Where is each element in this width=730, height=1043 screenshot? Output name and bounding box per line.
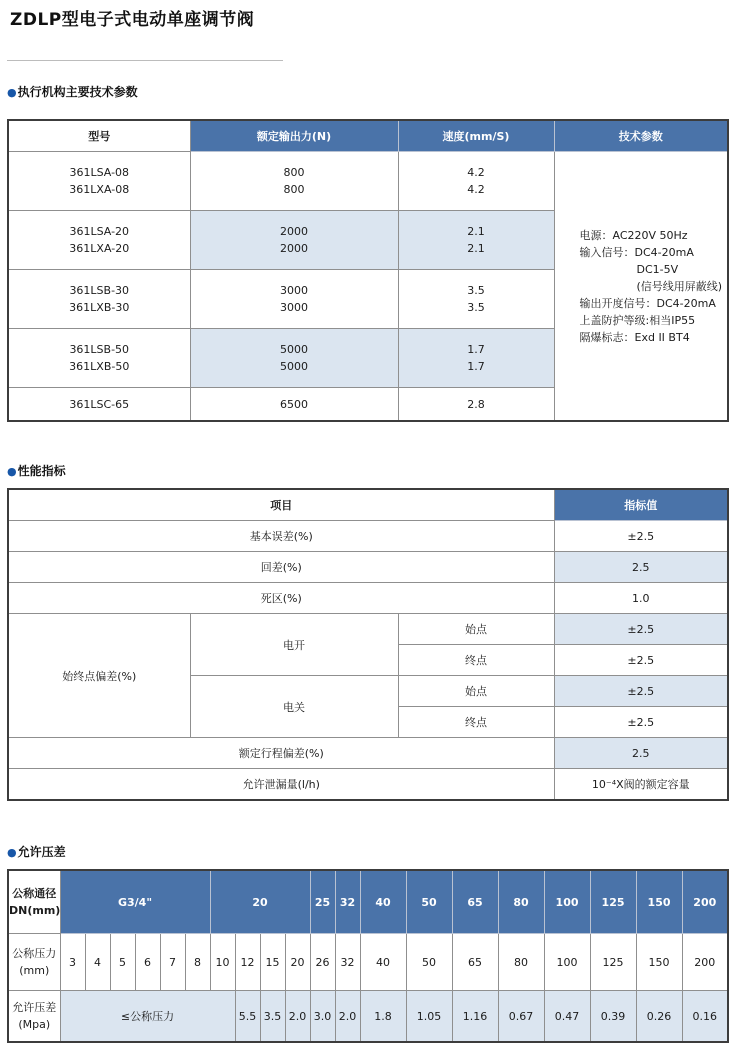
pn-cell: 50 bbox=[406, 934, 452, 991]
pn-cell: 10 bbox=[210, 934, 235, 991]
dp-cell: 3.5 bbox=[260, 991, 285, 1043]
section-pressure bbox=[7, 845, 727, 860]
speed-cell: 2.1 2.1 bbox=[398, 211, 554, 270]
model-cell: 361LSA-08 361LXA-08 bbox=[8, 152, 190, 211]
dp-cell: 1.16 bbox=[452, 991, 498, 1043]
deviation-label: 始终点偏差(%) bbox=[8, 614, 190, 738]
tech-line-input-signal-2: DC1-5V bbox=[636, 262, 679, 276]
bullet-icon: ● bbox=[7, 846, 17, 859]
table-row bbox=[8, 521, 728, 552]
item-label: 回差(%) bbox=[8, 552, 554, 583]
model-cell: 361LSC-65 bbox=[8, 388, 190, 422]
speed-cell: 2.8 bbox=[398, 388, 554, 422]
pn-cell: 100 bbox=[544, 934, 590, 991]
dp-span-cell: ≤公称压力 bbox=[60, 991, 235, 1043]
dp-cell: 5.5 bbox=[235, 991, 260, 1043]
dn-group-header: 20 bbox=[210, 870, 310, 934]
column-header-model: 型号 bbox=[8, 120, 190, 152]
speed-cell: 1.7 1.7 bbox=[398, 329, 554, 388]
deviation-value: ±2.5 bbox=[554, 707, 728, 738]
table-row bbox=[8, 152, 728, 211]
dn-header: 80 bbox=[498, 870, 544, 934]
dn-header: 50 bbox=[406, 870, 452, 934]
item-value: 1.0 bbox=[554, 583, 728, 614]
pn-row-label: 公称压力 (mm) bbox=[8, 934, 60, 991]
dp-cell: 1.8 bbox=[360, 991, 406, 1043]
dp-cell: 2.0 bbox=[285, 991, 310, 1043]
tech-line-power: 电源：AC220V 50Hz bbox=[579, 228, 688, 242]
section-actuator bbox=[7, 85, 727, 100]
pn-cell: 3 bbox=[60, 934, 85, 991]
column-header-tech: 技术参数 bbox=[554, 120, 728, 152]
deviation-open-label: 电开 bbox=[190, 614, 398, 676]
dn-header: 32 bbox=[335, 870, 360, 934]
table-row bbox=[8, 769, 728, 801]
page-title: ZDLP型电子式电动单座调节阀 bbox=[10, 10, 255, 30]
column-header-item: 项目 bbox=[8, 489, 554, 521]
speed-cell: 4.2 4.2 bbox=[398, 152, 554, 211]
dn-header: 150 bbox=[636, 870, 682, 934]
dp-cell: 0.39 bbox=[590, 991, 636, 1043]
force-cell: 800 800 bbox=[190, 152, 398, 211]
column-header-speed: 速度(mm/S) bbox=[398, 120, 554, 152]
dn-header: 125 bbox=[590, 870, 636, 934]
deviation-value: ±2.5 bbox=[554, 676, 728, 707]
item-label: 基本误差(%) bbox=[8, 521, 554, 552]
performance-table bbox=[7, 488, 729, 801]
pn-cell: 32 bbox=[335, 934, 360, 991]
table-row bbox=[8, 934, 728, 991]
deviation-close-label: 电关 bbox=[190, 676, 398, 738]
item-label: 死区(%) bbox=[8, 583, 554, 614]
dn-header: 65 bbox=[452, 870, 498, 934]
tech-params-lines bbox=[555, 227, 728, 346]
section-performance-label: 性能指标 bbox=[17, 464, 66, 478]
tech-line-explosion-proof: 隔爆标志：Exd II BT4 bbox=[579, 330, 690, 344]
pn-cell: 65 bbox=[452, 934, 498, 991]
dn-header: 100 bbox=[544, 870, 590, 934]
tech-line-shielded-note: (信号线用屏蔽线) bbox=[636, 279, 723, 293]
tech-line-protection: 上盖防护等级:相当IP55 bbox=[579, 313, 696, 327]
section-pressure-label: 允许压差 bbox=[17, 845, 66, 859]
column-header-force: 额定输出力(N) bbox=[190, 120, 398, 152]
item-value: 2.5 bbox=[554, 738, 728, 769]
tech-params-cell bbox=[554, 152, 728, 422]
item-value: 10⁻⁴X阀的额定容量 bbox=[554, 769, 728, 801]
pn-cell: 150 bbox=[636, 934, 682, 991]
pn-cell: 8 bbox=[185, 934, 210, 991]
table-row bbox=[8, 991, 728, 1043]
dn-row-label: 公称通径 DN(mm) bbox=[8, 870, 60, 934]
deviation-value: ±2.5 bbox=[554, 614, 728, 645]
column-header-value: 指标值 bbox=[554, 489, 728, 521]
dp-cell: 0.47 bbox=[544, 991, 590, 1043]
actuator-table bbox=[7, 119, 729, 422]
model-cell: 361LSB-50 361LXB-50 bbox=[8, 329, 190, 388]
force-cell: 2000 2000 bbox=[190, 211, 398, 270]
dp-row-label: 允许压差 (Mpa) bbox=[8, 991, 60, 1043]
force-cell: 3000 3000 bbox=[190, 270, 398, 329]
dp-cell: 2.0 bbox=[335, 991, 360, 1043]
item-value: ±2.5 bbox=[554, 521, 728, 552]
dp-cell: 1.05 bbox=[406, 991, 452, 1043]
item-label: 额定行程偏差(%) bbox=[8, 738, 554, 769]
table-row bbox=[8, 738, 728, 769]
pn-cell: 20 bbox=[285, 934, 310, 991]
pn-cell: 4 bbox=[85, 934, 110, 991]
section-actuator-label: 执行机构主要技术参数 bbox=[17, 85, 138, 99]
dp-cell: 0.26 bbox=[636, 991, 682, 1043]
deviation-point-label: 始点 bbox=[398, 614, 554, 645]
bullet-icon: ● bbox=[7, 86, 17, 99]
pn-cell: 5 bbox=[110, 934, 135, 991]
pn-cell: 6 bbox=[135, 934, 160, 991]
dp-cell: 0.16 bbox=[682, 991, 728, 1043]
force-cell: 6500 bbox=[190, 388, 398, 422]
pn-cell: 80 bbox=[498, 934, 544, 991]
deviation-point-label: 终点 bbox=[398, 707, 554, 738]
title-underline bbox=[7, 60, 283, 61]
table-row bbox=[8, 583, 728, 614]
dp-cell: 3.0 bbox=[310, 991, 335, 1043]
tech-line-input-signal: 输入信号：DC4-20mA bbox=[579, 245, 694, 259]
model-cell: 361LSB-30 361LXB-30 bbox=[8, 270, 190, 329]
speed-cell: 3.5 3.5 bbox=[398, 270, 554, 329]
pn-cell: 7 bbox=[160, 934, 185, 991]
dn-header: 200 bbox=[682, 870, 728, 934]
tech-line-output-signal: 输出开度信号：DC4-20mA bbox=[579, 296, 716, 310]
pn-cell: 40 bbox=[360, 934, 406, 991]
item-value: 2.5 bbox=[554, 552, 728, 583]
pn-cell: 125 bbox=[590, 934, 636, 991]
pressure-table bbox=[7, 869, 729, 1043]
deviation-value: ±2.5 bbox=[554, 645, 728, 676]
bullet-icon: ● bbox=[7, 465, 17, 478]
pn-cell: 200 bbox=[682, 934, 728, 991]
table-row bbox=[8, 614, 728, 645]
section-performance bbox=[7, 464, 727, 479]
dn-header: 25 bbox=[310, 870, 335, 934]
pn-cell: 26 bbox=[310, 934, 335, 991]
pn-cell: 12 bbox=[235, 934, 260, 991]
dn-header: 40 bbox=[360, 870, 406, 934]
model-cell: 361LSA-20 361LXA-20 bbox=[8, 211, 190, 270]
dp-cell: 0.67 bbox=[498, 991, 544, 1043]
item-label: 允许泄漏量(l/h) bbox=[8, 769, 554, 801]
dn-group-header: G3/4" bbox=[60, 870, 210, 934]
deviation-point-label: 终点 bbox=[398, 645, 554, 676]
pn-cell: 15 bbox=[260, 934, 285, 991]
table-row bbox=[8, 552, 728, 583]
force-cell: 5000 5000 bbox=[190, 329, 398, 388]
deviation-point-label: 始点 bbox=[398, 676, 554, 707]
